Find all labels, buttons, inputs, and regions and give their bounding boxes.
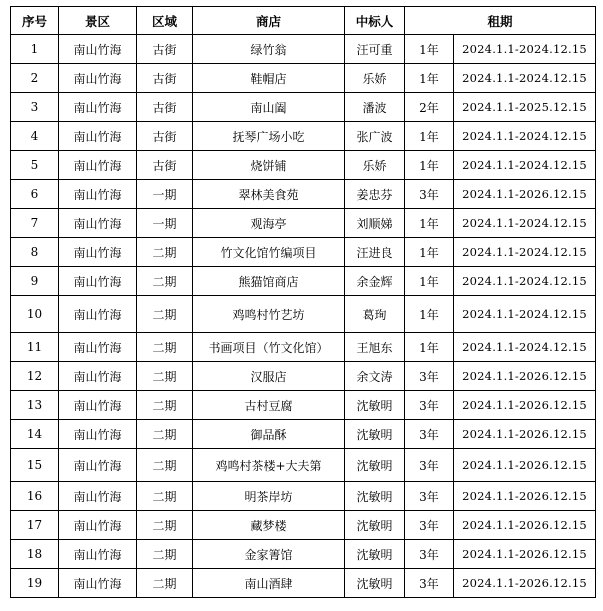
cell-shop: 书画项目（竹文化馆） (193, 333, 345, 362)
cell-shop: 观海亭 (193, 209, 345, 238)
cell-period: 2024.1.1-2025.12.15 (454, 93, 596, 122)
cell-term: 1年 (405, 35, 454, 64)
cell-no: 15 (11, 449, 59, 482)
cell-scenic: 南山竹海 (59, 540, 137, 569)
cell-scenic: 南山竹海 (59, 296, 137, 333)
cell-scenic: 南山竹海 (59, 180, 137, 209)
cell-no: 18 (11, 540, 59, 569)
cell-no: 14 (11, 420, 59, 449)
cell-period: 2024.1.1-2024.12.15 (454, 209, 596, 238)
cell-winner: 余文涛 (345, 362, 405, 391)
cell-scenic: 南山竹海 (59, 238, 137, 267)
cell-area: 二期 (137, 420, 193, 449)
table-row (11, 122, 596, 151)
cell-shop: 抚琴广场小吃 (193, 122, 345, 151)
cell-shop: 汉服店 (193, 362, 345, 391)
cell-period: 2024.1.1-2026.12.15 (454, 449, 596, 482)
cell-shop: 古村豆腐 (193, 391, 345, 420)
table-row (11, 64, 596, 93)
cell-scenic: 南山竹海 (59, 64, 137, 93)
cell-area: 二期 (137, 296, 193, 333)
cell-winner: 汪进良 (345, 238, 405, 267)
cell-period: 2024.1.1-2026.12.15 (454, 180, 596, 209)
cell-term: 3年 (405, 391, 454, 420)
cell-no: 17 (11, 511, 59, 540)
cell-area: 二期 (137, 238, 193, 267)
cell-area: 二期 (137, 449, 193, 482)
cell-term: 3年 (405, 482, 454, 511)
cell-term: 1年 (405, 333, 454, 362)
cell-area: 古街 (137, 122, 193, 151)
table-row (11, 209, 596, 238)
cell-scenic: 南山竹海 (59, 267, 137, 296)
table-row (11, 35, 596, 64)
cell-term: 1年 (405, 122, 454, 151)
header-lease-term: 租期 (405, 7, 596, 35)
cell-shop: 南山酒肆 (193, 569, 345, 598)
cell-scenic: 南山竹海 (59, 333, 137, 362)
cell-term: 3年 (405, 449, 454, 482)
header-no: 序号 (11, 7, 59, 35)
cell-period: 2024.1.1-2026.12.15 (454, 362, 596, 391)
cell-period: 2024.1.1-2024.12.15 (454, 64, 596, 93)
cell-winner: 张广波 (345, 122, 405, 151)
cell-area: 古街 (137, 93, 193, 122)
cell-period: 2024.1.1-2024.12.15 (454, 238, 596, 267)
cell-period: 2024.1.1-2026.12.15 (454, 482, 596, 511)
cell-winner: 葛珣 (345, 296, 405, 333)
cell-scenic: 南山竹海 (59, 122, 137, 151)
cell-winner: 沈敏明 (345, 540, 405, 569)
cell-winner: 沈敏明 (345, 569, 405, 598)
cell-term: 3年 (405, 362, 454, 391)
cell-winner: 姜忠芬 (345, 180, 405, 209)
cell-period: 2024.1.1-2024.12.15 (454, 151, 596, 180)
cell-no: 1 (11, 35, 59, 64)
cell-shop: 南山阖 (193, 93, 345, 122)
cell-no: 16 (11, 482, 59, 511)
cell-shop: 熊猫馆商店 (193, 267, 345, 296)
cell-shop: 翠林美食苑 (193, 180, 345, 209)
lease-table-container (10, 6, 596, 598)
cell-term: 1年 (405, 209, 454, 238)
cell-scenic: 南山竹海 (59, 151, 137, 180)
table-row (11, 180, 596, 209)
table-row (11, 449, 596, 482)
table-row (11, 540, 596, 569)
cell-term: 3年 (405, 569, 454, 598)
cell-scenic: 南山竹海 (59, 449, 137, 482)
cell-scenic: 南山竹海 (59, 420, 137, 449)
cell-no: 12 (11, 362, 59, 391)
cell-area: 二期 (137, 540, 193, 569)
cell-no: 4 (11, 122, 59, 151)
cell-scenic: 南山竹海 (59, 482, 137, 511)
cell-winner: 乐娇 (345, 64, 405, 93)
header-scenic: 景区 (59, 7, 137, 35)
cell-period: 2024.1.1-2024.12.15 (454, 267, 596, 296)
table-row (11, 569, 596, 598)
table-row (11, 482, 596, 511)
table-header-row (11, 7, 596, 35)
table-row (11, 362, 596, 391)
cell-period: 2024.1.1-2026.12.15 (454, 540, 596, 569)
cell-no: 9 (11, 267, 59, 296)
header-winner: 中标人 (345, 7, 405, 35)
lease-table (10, 6, 596, 598)
cell-shop: 鸡鸣村竹艺坊 (193, 296, 345, 333)
cell-shop: 鞋帽店 (193, 64, 345, 93)
table-row (11, 511, 596, 540)
cell-no: 2 (11, 64, 59, 93)
cell-area: 二期 (137, 391, 193, 420)
table-row (11, 93, 596, 122)
cell-winner: 沈敏明 (345, 449, 405, 482)
cell-period: 2024.1.1-2026.12.15 (454, 420, 596, 449)
cell-area: 古街 (137, 151, 193, 180)
cell-term: 3年 (405, 511, 454, 540)
table-row (11, 391, 596, 420)
cell-area: 二期 (137, 482, 193, 511)
cell-shop: 金家箐馆 (193, 540, 345, 569)
cell-area: 二期 (137, 511, 193, 540)
cell-area: 一期 (137, 180, 193, 209)
cell-area: 一期 (137, 209, 193, 238)
table-row (11, 296, 596, 333)
cell-area: 二期 (137, 362, 193, 391)
table-row (11, 420, 596, 449)
table-row (11, 333, 596, 362)
table-row (11, 238, 596, 267)
header-area: 区域 (137, 7, 193, 35)
cell-winner: 乐娇 (345, 151, 405, 180)
cell-period: 2024.1.1-2026.12.15 (454, 511, 596, 540)
cell-term: 1年 (405, 296, 454, 333)
cell-winner: 刘顺娣 (345, 209, 405, 238)
table-body (11, 35, 596, 598)
cell-no: 11 (11, 333, 59, 362)
cell-area: 二期 (137, 333, 193, 362)
cell-period: 2024.1.1-2024.12.15 (454, 296, 596, 333)
cell-no: 7 (11, 209, 59, 238)
cell-area: 古街 (137, 64, 193, 93)
cell-winner: 汪可重 (345, 35, 405, 64)
cell-period: 2024.1.1-2024.12.15 (454, 35, 596, 64)
cell-winner: 沈敏明 (345, 511, 405, 540)
cell-area: 古街 (137, 35, 193, 64)
cell-shop: 绿竹翁 (193, 35, 345, 64)
cell-scenic: 南山竹海 (59, 511, 137, 540)
cell-shop: 烧饼铺 (193, 151, 345, 180)
cell-term: 3年 (405, 540, 454, 569)
cell-winner: 王旭东 (345, 333, 405, 362)
cell-period: 2024.1.1-2024.12.15 (454, 333, 596, 362)
cell-shop: 竹文化馆竹编项目 (193, 238, 345, 267)
cell-winner: 沈敏明 (345, 482, 405, 511)
cell-scenic: 南山竹海 (59, 362, 137, 391)
cell-term: 1年 (405, 151, 454, 180)
cell-scenic: 南山竹海 (59, 569, 137, 598)
cell-scenic: 南山竹海 (59, 391, 137, 420)
cell-no: 3 (11, 93, 59, 122)
cell-shop: 藏梦楼 (193, 511, 345, 540)
cell-term: 1年 (405, 267, 454, 296)
cell-no: 10 (11, 296, 59, 333)
table-row (11, 267, 596, 296)
cell-term: 1年 (405, 64, 454, 93)
header-shop: 商店 (193, 7, 345, 35)
cell-no: 13 (11, 391, 59, 420)
cell-winner: 沈敏明 (345, 391, 405, 420)
cell-area: 二期 (137, 267, 193, 296)
cell-winner: 余金辉 (345, 267, 405, 296)
cell-no: 8 (11, 238, 59, 267)
cell-term: 3年 (405, 180, 454, 209)
cell-no: 19 (11, 569, 59, 598)
cell-shop: 鸡鸣村茶楼+大夫第 (193, 449, 345, 482)
cell-scenic: 南山竹海 (59, 35, 137, 64)
cell-shop: 明茶岸坊 (193, 482, 345, 511)
cell-period: 2024.1.1-2026.12.15 (454, 569, 596, 598)
cell-period: 2024.1.1-2026.12.15 (454, 391, 596, 420)
cell-period: 2024.1.1-2024.12.15 (454, 122, 596, 151)
cell-term: 3年 (405, 420, 454, 449)
cell-no: 6 (11, 180, 59, 209)
cell-shop: 御品酥 (193, 420, 345, 449)
cell-no: 5 (11, 151, 59, 180)
cell-scenic: 南山竹海 (59, 209, 137, 238)
cell-scenic: 南山竹海 (59, 93, 137, 122)
cell-winner: 沈敏明 (345, 420, 405, 449)
cell-area: 二期 (137, 569, 193, 598)
table-row (11, 151, 596, 180)
cell-term: 1年 (405, 238, 454, 267)
cell-term: 2年 (405, 93, 454, 122)
cell-winner: 潘波 (345, 93, 405, 122)
